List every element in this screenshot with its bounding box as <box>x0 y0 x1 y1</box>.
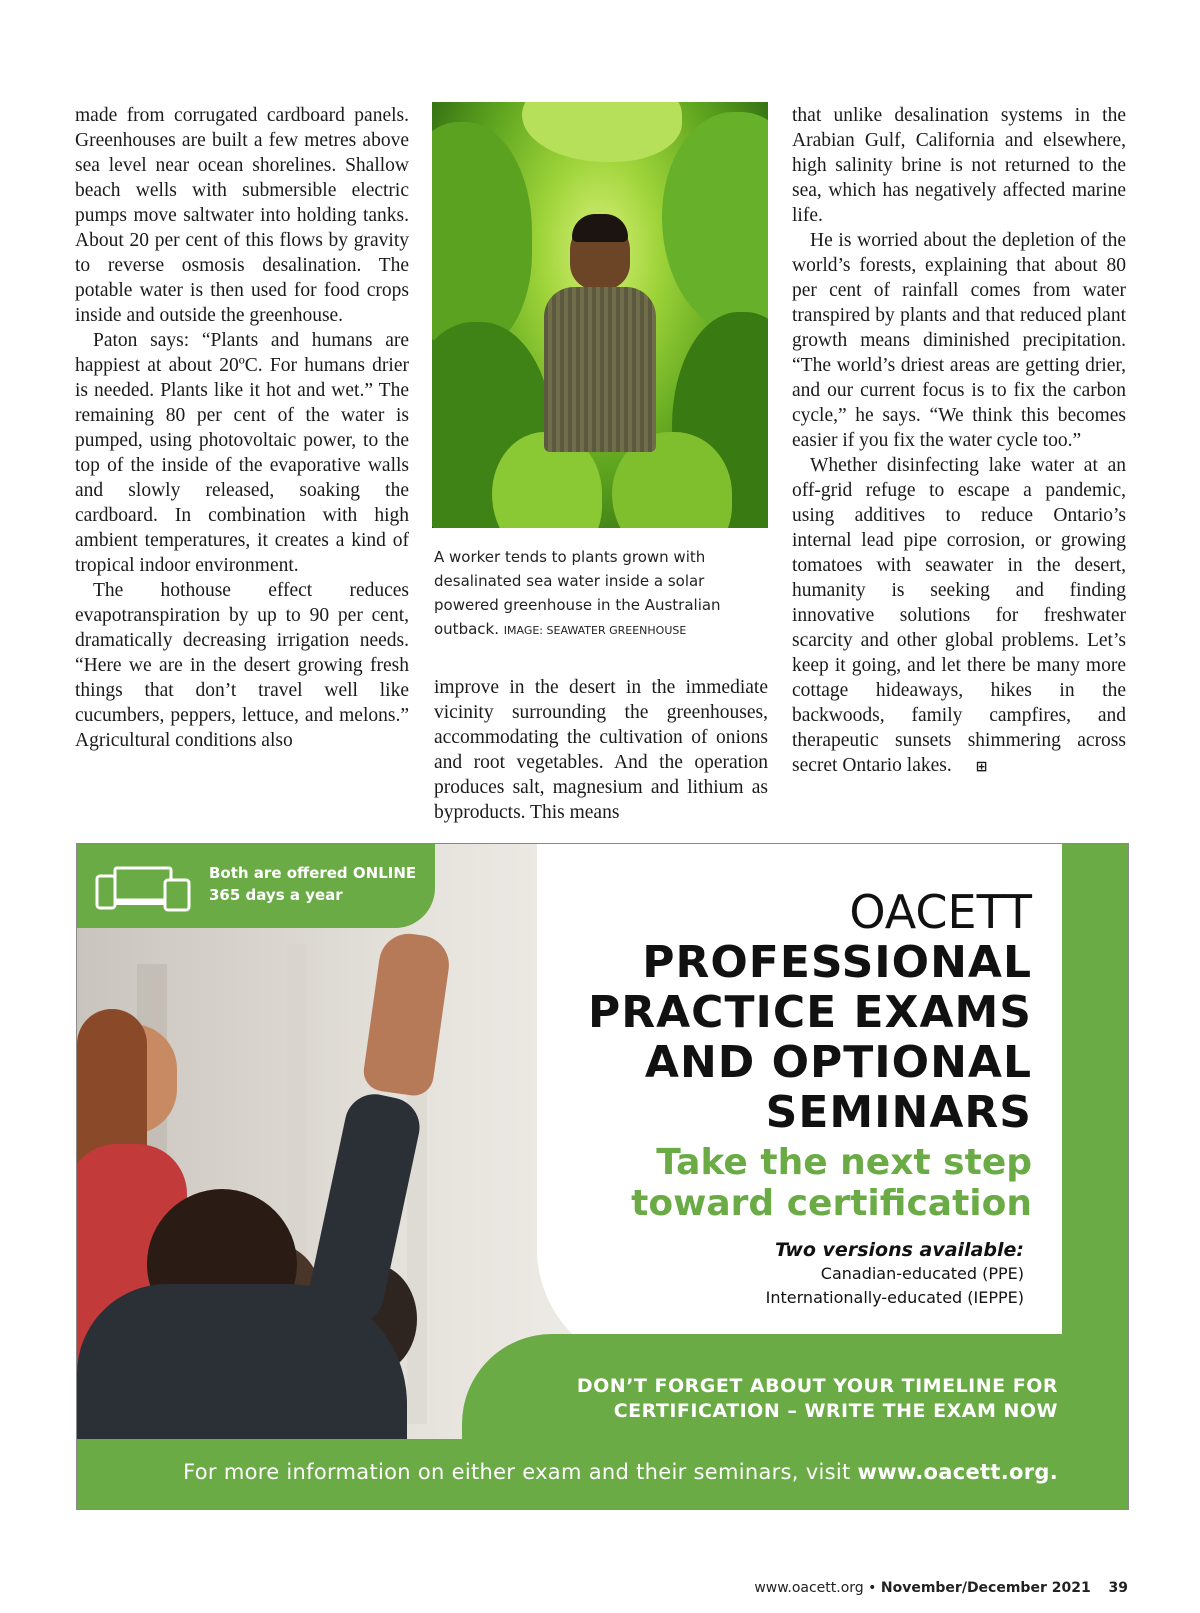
paragraph-text: Whether disinfecting lake water at an off-grid refuge to escape a pandemic, using additives to reduce Ontario’s internal lead pipe corrosion, or growing tomatoes with seawater in the desert, humanity is seeking and finding innovative solutions for freshwater scarcity and other global problems. Let’s keep it going, and let there be many more cottage hideaways, hikes in the backwoods, family campfires, and therapeutic sunsets shimmering across secret Ontario lakes. <box>792 455 1126 776</box>
ad-title-line: AND OPTIONAL <box>644 1037 1032 1088</box>
footer-prefix: For more information on either exam and their seminars, visit <box>183 1460 851 1484</box>
oacett-link[interactable]: www.oacett.org. <box>857 1460 1058 1484</box>
ad-title-line: SEMINARS <box>765 1087 1032 1138</box>
timeline-reminder <box>577 1374 1058 1424</box>
version-item: Internationally-educated (IEPPE) <box>765 1288 1024 1307</box>
versions-heading: Two versions available: <box>774 1239 1024 1261</box>
folio-site[interactable]: www.oacett.org <box>754 1580 864 1596</box>
tab-line-2: 365 days a year <box>209 886 343 904</box>
paragraph: The hothouse effect reduces evapotranspiration by up to 90 per cent, dramatically decreasing irrigation needs. “Here we are in the desert growing fresh things that don’t travel well like cucumbers, peppers, lettuce, and melons.” Agricultural conditions also <box>75 580 409 751</box>
paragraph: made from corrugated cardboard panels. Greenhouses are built a few metres above sea level near ocean shorelines. Shallow beach wells with submersible electric pumps move saltwater into holding tanks. About 20 per cent of this flows by gravity to reverse osmosis desalination. The potable water is then used for food crops inside and outside the greenhouse. <box>75 105 409 326</box>
photo-credit: IMAGE: SEAWATER GREENHOUSE <box>503 624 687 637</box>
exam-versions <box>766 1238 1024 1310</box>
paragraph: He is worried about the depletion of the world’s forests, explaining that about 80 per cent of rainfall comes from water transpired by plants and that reduced plant growth means diminished precipitation. “The world’s driest areas are getting drier, and our current focus is to fix the carbon cycle,” he says. “We think this becomes easier if you fix the water cycle too.” <box>792 230 1126 451</box>
ad-footer <box>77 1442 1128 1509</box>
page-folio <box>754 1580 1128 1596</box>
article-column-2 <box>434 675 768 825</box>
article-column-3 <box>792 103 1126 780</box>
tab-line-1: Both are offered ONLINE <box>209 864 417 882</box>
photo-caption <box>434 545 770 643</box>
ad-title-org: OACETT <box>849 885 1032 939</box>
end-of-article-icon: ⊞ <box>975 759 988 775</box>
version-item: Canadian-educated (PPE) <box>820 1264 1024 1283</box>
greenhouse-photo <box>432 102 768 528</box>
ad-footer-text <box>183 1460 1058 1484</box>
page-number: 39 <box>1108 1580 1128 1596</box>
online-tab <box>77 844 435 928</box>
folio-issue: November/December 2021 <box>880 1580 1091 1596</box>
tagline-line-1: Take the next step <box>656 1142 1032 1183</box>
paragraph: improve in the desert in the immediate vicinity surrounding the greenhouses, accommodating the cultivation of onions and root vegetables. And the operation produces salt, magnesium and lithium as byproducts. This means <box>434 677 768 823</box>
ad-title-line: PRACTICE EXAMS <box>587 987 1032 1038</box>
tagline-line-2: toward certification <box>631 1183 1032 1224</box>
paragraph: Paton says: “Plants and humans are happiest at about 20ºC. For humans drier is needed. Plants like it hot and wet.” The remaining 80 per cent of the water is pumped, using photovoltaic power, to the top of the inside of the evaporative walls and slowly released, soaking the cardboard. In combination with high ambient temperatures, it creates a kind of tropical indoor environment. <box>75 330 409 576</box>
article-column-1 <box>75 103 409 753</box>
paragraph: that unlike desalination systems in the Arabian Gulf, California and elsewhere, high salinity brine is not returned to the sea, which has negatively affected marine life. <box>792 105 1126 226</box>
reminder-line-1: DON’T FORGET ABOUT YOUR TIMELINE FOR <box>576 1375 1058 1397</box>
ad-title <box>588 886 1032 1138</box>
ad-tagline <box>631 1142 1032 1224</box>
folio-bullet: • <box>868 1580 877 1596</box>
paragraph <box>792 453 1126 780</box>
oacett-advertisement <box>76 843 1129 1510</box>
devices-icon <box>95 864 191 912</box>
ad-title-line: PROFESSIONAL <box>642 937 1032 988</box>
caption-text: A worker tends to plants grown with desalinated sea water inside a solar powered greenhouse in the Australian outback. <box>434 548 721 638</box>
reminder-line-2: CERTIFICATION – WRITE THE EXAM NOW <box>613 1400 1058 1422</box>
